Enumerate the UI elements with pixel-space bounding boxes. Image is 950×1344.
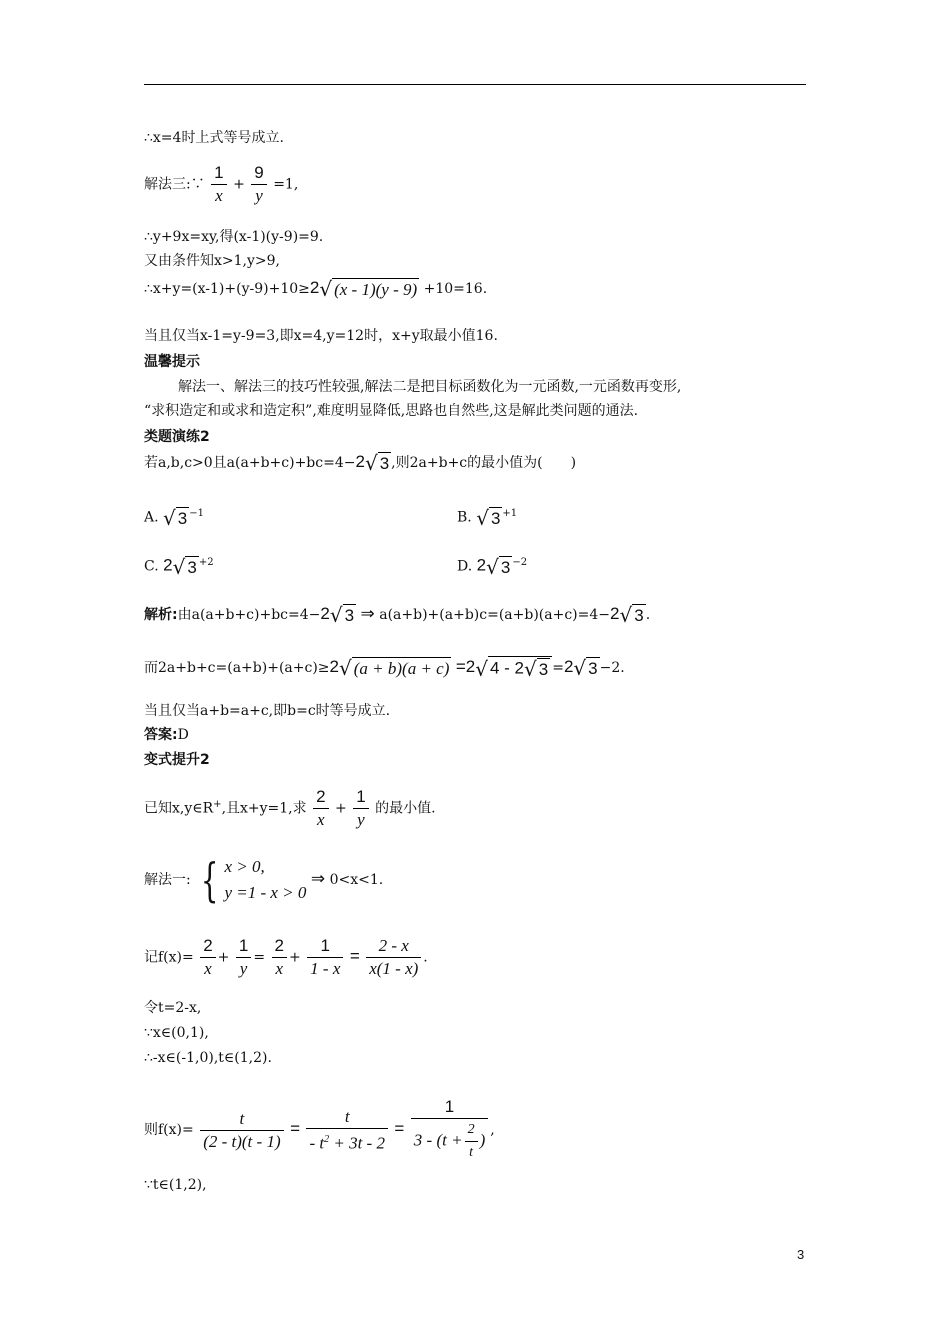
function-line: 则f(x)= $\frac{t}{(2 - t)(t - 1)}$ = $\frac{t}{- t^2 + 3t - 2}$ = 1 3 - (t + $\frac{2}{t}$ ) , (144, 1096, 495, 1164)
square-root: √ 3 (163, 505, 188, 530)
fraction: $\frac{t}{(2 - t)(t - 1)}$ (200, 1108, 283, 1153)
function-line: 记f(x)= $\frac{2}{x}$ + $\frac{1}{y}$ = $\frac{2}{x}$ + $\frac{1}{1 - x}$ = $\frac{2 - x}{x(1 - x)}$ . (144, 936, 428, 978)
fraction: $\frac{1}{y}$ (236, 935, 251, 980)
paragraph-line: 解法一、解法三的技巧性较强,解法二是把目标函数化为一元函数,一元函数再变形, (178, 379, 682, 395)
inequality-line: ∴x+y=(x-1)+(y-9)+10≥2 √ (x - 1)(y - 9) +10=16. (144, 277, 488, 301)
square-root: √ 4 - 2 √ 3 (475, 656, 552, 680)
square-root: √ 3 (172, 554, 197, 579)
fraction: $\frac{t}{- t^2 + 3t - 2}$ (306, 1106, 388, 1155)
text-line: 令t=2-x, (144, 1000, 202, 1016)
square-root: √ 3 (486, 554, 511, 579)
square-root: √ 3 (619, 603, 644, 627)
section-heading: 类题演练2 (144, 429, 210, 445)
fraction: $\frac{2}{x}$ (200, 935, 215, 980)
inequality-line: 而2a+b+c=(a+b)+(a+c)≥2 √ (a + b)(a + c) =2 √ 4 - 2 √ 3 =2 √ 3 −2. (144, 656, 625, 681)
fraction: $\frac{2}{x}$ (272, 935, 287, 980)
equation-system: { x > 0, y =1 - x > 0 (201, 853, 307, 907)
text-line: ∴x=4时上式等号成立. (144, 130, 284, 146)
fraction: $\frac{1}{y}$ (353, 786, 368, 831)
square-root: √ (x - 1)(y - 9) (319, 277, 418, 301)
option-c: C. 2 √ 3 $^{+2}$ (144, 554, 214, 579)
paragraph-line: “求积造定和或求和造定积”,难度明显降低,思路也自然些,这是解此类问题的通法. (144, 403, 639, 419)
square-root: √ 3 (329, 603, 355, 627)
text-line: ∴-x∈(-1,0),t∈(1,2). (144, 1050, 272, 1066)
section-heading: 温馨提示 (144, 354, 200, 370)
square-root: √ 3 (364, 451, 390, 475)
text-line: ∵x∈(0,1), (144, 1025, 209, 1041)
problem-line: 已知x,y∈R+,且x+y=1,求 $\frac{2}{x}$ + $\frac{1}{y}$ 的最小值. (144, 787, 436, 829)
text-line: ∵t∈(1,2), (144, 1177, 207, 1193)
fraction: $\frac{2}{x}$ (313, 786, 328, 831)
square-root: √ (a + b)(a + c) (338, 656, 450, 680)
text-line: 当且仅当a+b=a+c,即b=c时等号成立. (144, 703, 391, 719)
analysis-line: 解析:由a(a+b+c)+bc=4−2 √ 3 ⇒ a(a+b)+(a+b)c=(a+b)(a+c)=4−2 √ 3 . (144, 603, 651, 627)
system-line: 解法一: { x > 0, y =1 - x > 0 ⇒ 0<x<1. (144, 853, 384, 907)
fraction: $\frac{2 - x}{x(1 - x)}$ (366, 935, 421, 980)
question-line: 若a,b,c>0且a(a+b+c)+bc=4−2 √ 3 ,则2a+b+c的最小值为( ) (144, 451, 577, 475)
page-number: 3 (797, 1247, 805, 1262)
solution-three-line: 解法三:∵ $\frac{1}{x}$ + $\frac{9}{y}$ =1, (144, 163, 299, 205)
text-line: 又由条件知x>1,y>9, (144, 253, 280, 269)
fraction: $\frac{1}{1 - x}$ (307, 935, 343, 980)
section-heading: 变式提升2 (144, 752, 210, 768)
square-root: √ 3 (476, 505, 501, 530)
text-line: 当且仅当x-1=y-9=3,即x=4,y=12时，x+y取最小值16. (144, 328, 498, 344)
answer-line: 答案:D (144, 727, 189, 743)
header-rule (144, 84, 806, 85)
fraction: 1 3 - (t + $\frac{2}{t}$ ) (411, 1096, 488, 1164)
text-line: ∴y+9x=xy,得(x-1)(y-9)=9. (144, 229, 324, 245)
fraction: $\frac{9}{y}$ (251, 162, 266, 207)
option-d: D. 2 √ 3 $^{-2}$ (457, 554, 528, 579)
square-root: √ 3 (573, 656, 598, 680)
option-b: B. √ 3 $^{+1}$ (457, 505, 518, 530)
option-a: A. √ 3 $^{-1}$ (144, 505, 204, 530)
fraction: $\frac{1}{x}$ (211, 162, 226, 207)
